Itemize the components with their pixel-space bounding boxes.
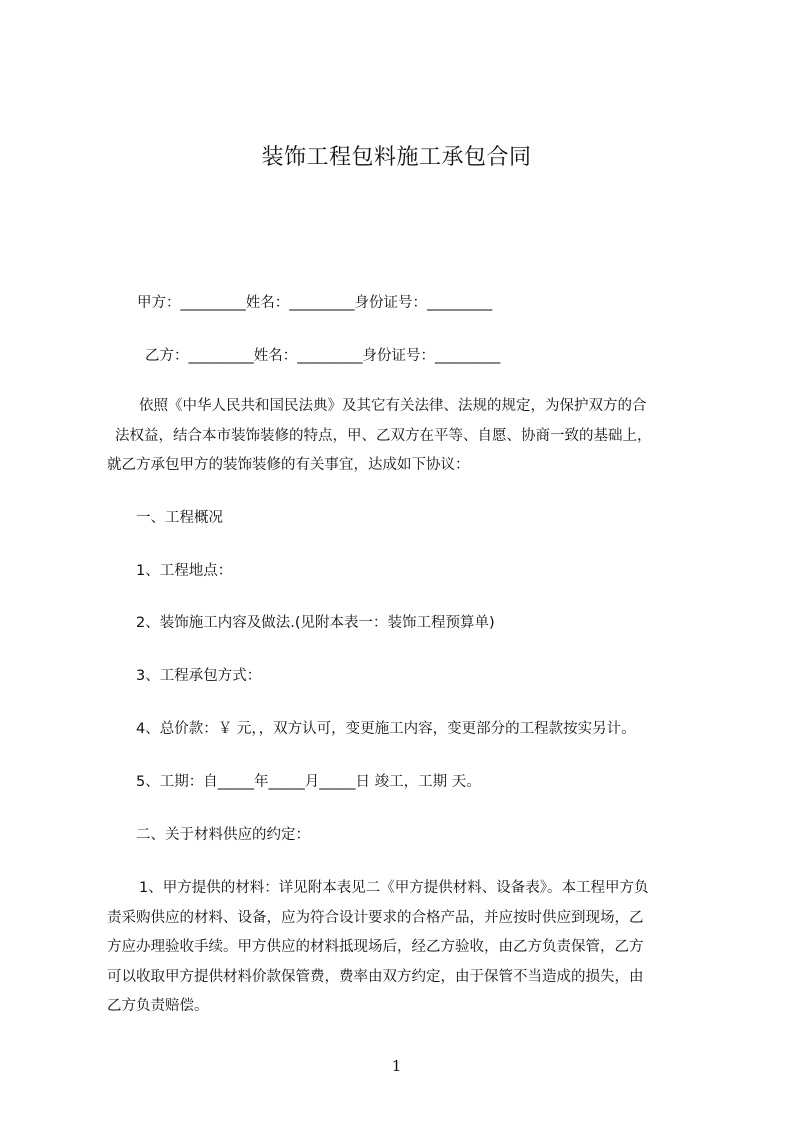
document-title: 装饰工程包料施工承包合同 [261,145,532,170]
section-2-item-1-line: 责采购供应的材料、设备，应为符合设计要求的合格产品，并应按时供应到现场，乙 [107,909,644,926]
section-2-item-1-line: 乙方负责赔偿。 [107,998,209,1014]
section-1-heading: 一、工程概况 [136,510,223,526]
section-2-item-1-line: 1、甲方提供的材料：详见附本表见二《甲方提供材料、设备表》。本工程甲方负 [139,880,649,896]
party-b-line: 乙方：_________姓名：_________身份证号：_________ [145,348,501,364]
page-number: 1 [391,1057,402,1075]
section-2-item-1-line: 方应办理验收手续。甲方供应的材料抵现场后，经乙方验收，由乙方负责保管，乙方 [107,939,644,955]
preamble-paragraph [107,392,713,481]
party-a-line: 甲方：_________姓名：_________身份证号：_________ [137,295,493,311]
item-4: 4、总价款：￥ 元，，双方认可，变更施工内容，变更部分的工程款按实另计。 [136,721,636,737]
item-2: 2、装饰施工内容及做法.(见附本表一：装饰工程预算单) [136,615,495,631]
section-2-item-1-line: 可以收取甲方提供材料价款保管费，费率由双方约定，由于保管不当造成的损失，由 [107,968,644,985]
item-1: 1、工程地点： [136,563,233,579]
section-2-heading: 二、关于材料供应的约定： [136,827,310,843]
preamble-line: 依照《中华人民共和国民法典》及其它有关法律、法规的规定，为保护双方的合 [139,398,647,414]
preamble-line: 法权益，结合本市装饰装修的特点，甲、乙双方在平等、自愿、协商一致的基础上， [115,427,652,444]
item-3: 3、工程承包方式： [136,668,262,684]
section-2-item-1-paragraph [107,874,713,1022]
preamble-line: 就乙方承包甲方的装饰装修的有关事宜，达成如下协议： [107,457,470,473]
item-5: 5、工期：自_____年_____月_____日 竣工，工期 天。 [136,774,481,790]
